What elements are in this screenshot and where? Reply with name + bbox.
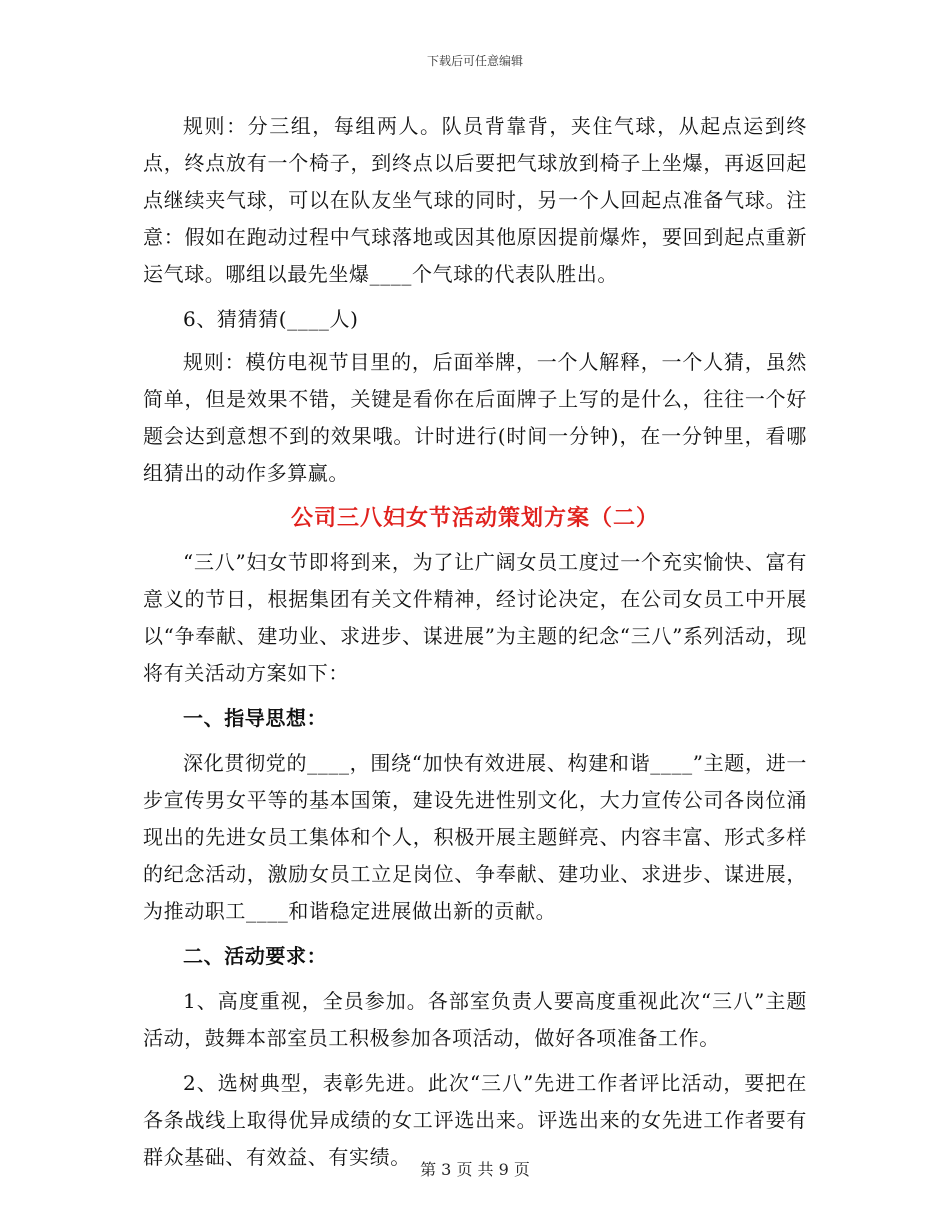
- paragraph-rule-balloon: 规则：分三组，每组两人。队员背靠背，夹住气球，从起点运到终点，终点放有一个椅子，到终点以后要把气球放到椅子上坐爆，再返回起点继续夹气球，可以在队友坐气球的同时，另一个人回起点准备气球。注意：假如在跑动过程中气球落地或因其他原因提前爆炸，要回到起点重新运气球。哪组以最先坐爆____个气球的代表队胜出。: [143, 114, 807, 286]
- document-title: 公司三八妇女节活动策划方案（二）: [290, 505, 659, 531]
- section-heading-guiding-thought: 一、指导思想：: [183, 706, 328, 730]
- section-heading-requirements: 二、活动要求：: [183, 944, 328, 968]
- document-body: [143, 108, 807, 1184]
- paragraph-rule-guess: 规则：模仿电视节目里的，后面举牌，一个人解释，一个人猜，虽然简单，但是效果不错，关键是看你在后面牌子上写的是什么，往往一个好题会达到意想不到的效果哦。计时进行(时间一分钟)，在一分钟里，看哪组猜出的动作多算赢。: [143, 350, 807, 485]
- page-header: 下载后可任意编辑: [426, 54, 523, 68]
- paragraph-game6-title: 6、猜猜猜(____人): [183, 307, 359, 331]
- paragraph-requirement-2: 2、选树典型，表彰先进。此次“三八”先进工作者评比活动，要把在各条战线上取得优异成绩的女工评选出来。评选出来的女先进工作者要有群众基础、有效益、有实绩。: [143, 1071, 807, 1169]
- paragraph-guiding-thought: 深化贯彻党的____，围绕“加快有效进展、构建和谐____”主题，进一步宣传男女平等的基本国策，建设先进性别文化，大力宣传公司各岗位涌现出的先进女员工集体和个人，积极开展主题鲜亮、内容丰富、形式多样的纪念活动，激励女员工立足岗位、争奉献、建功业、求进步、谋进展，为推动职工____和谐稳定进展做出新的贡献。: [143, 751, 807, 923]
- paragraph-requirement-1: 1、高度重视，全员参加。各部室负责人要高度重视此次“三八”主题活动，鼓舞本部室员工积极参加各项活动，做好各项准备工作。: [143, 989, 807, 1050]
- page-number: 第 3 页 共 9 页: [420, 1160, 530, 1179]
- paragraph-intro: “三八”妇女节即将到来，为了让广阔女员工度过一个充实愉快、富有意义的节日，根据集团有关文件精神，经讨论决定，在公司女员工中开展以“争奉献、建功业、求进步、谋进展”为主题的纪念“三八”系列活动，现将有关活动方案如下：: [143, 550, 807, 685]
